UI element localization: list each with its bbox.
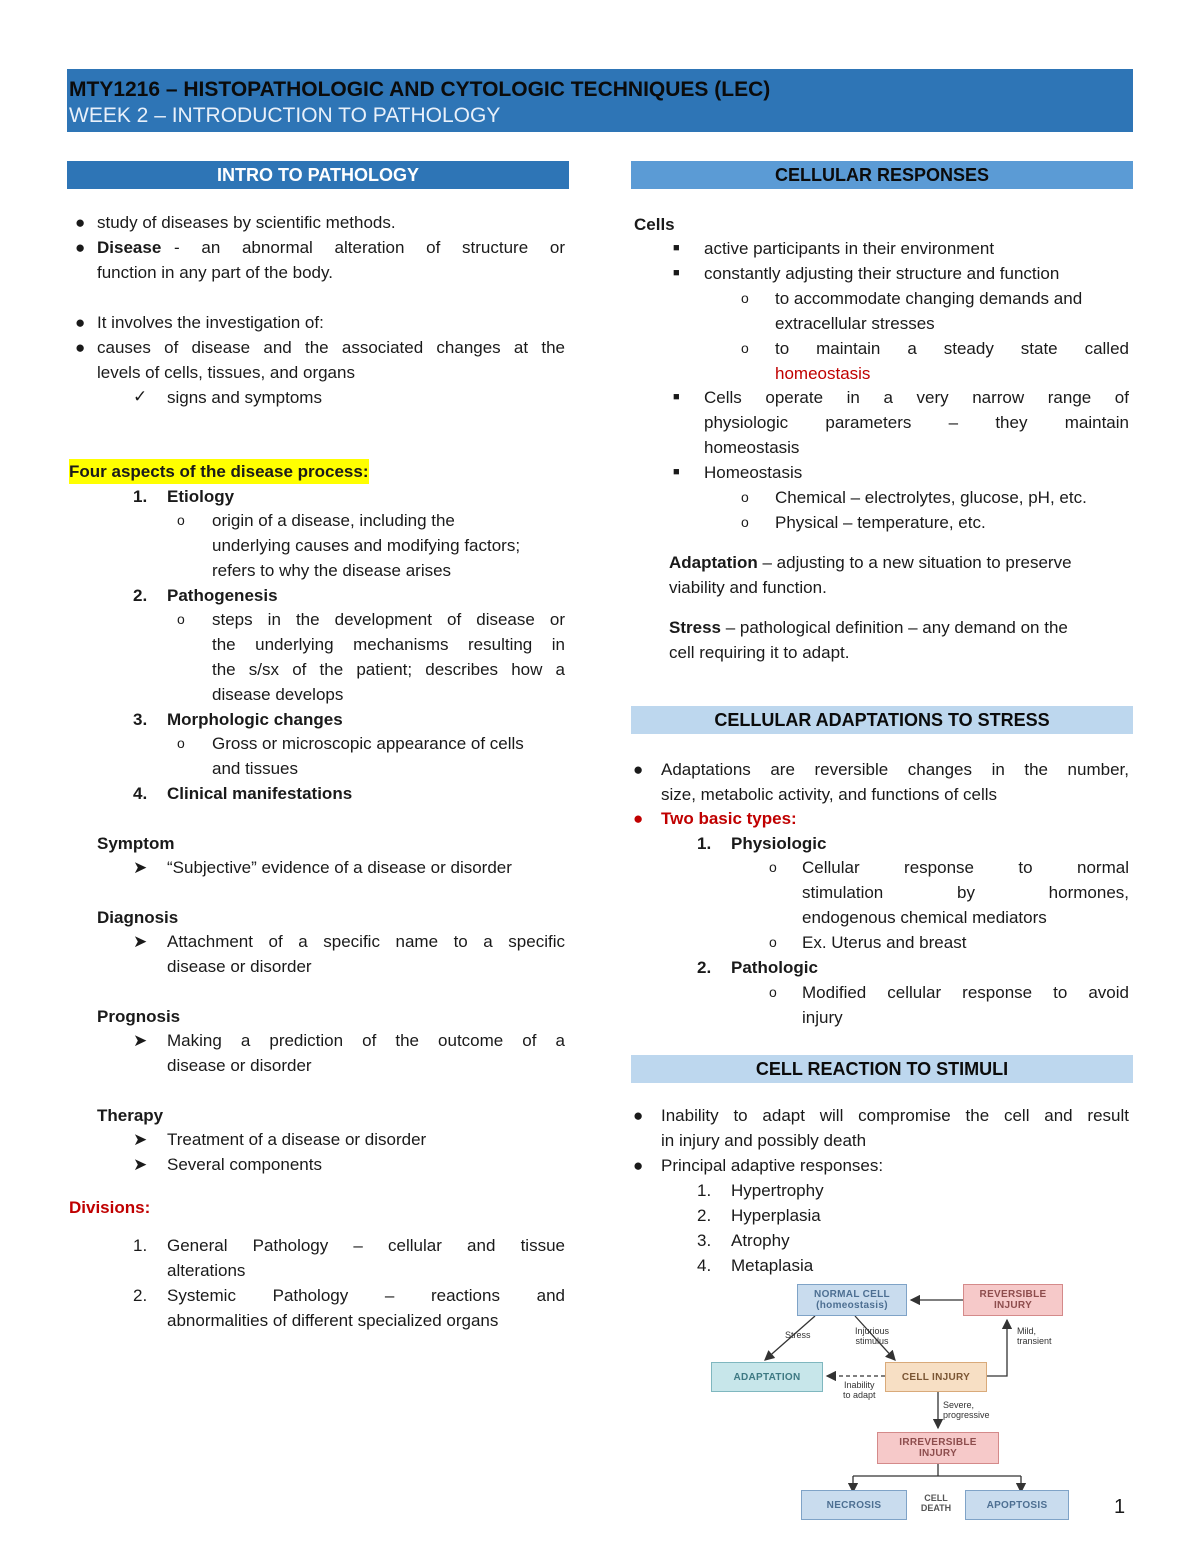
division-2-line1: Systemic Pathology – reactions and	[167, 1286, 565, 1305]
division-1-line2: alterations	[167, 1261, 246, 1280]
disease-def-line2: function in any part of the body.	[97, 263, 333, 282]
cells-item-2a-line1: to accommodate changing demands and	[775, 289, 1083, 308]
morphologic-line2: and tissues	[212, 759, 298, 778]
cells-item-3-line3: homeostasis	[704, 438, 800, 457]
prognosis-line1: Making a prediction of the outcome of a	[167, 1031, 565, 1050]
circle-bullet-icon: o	[177, 611, 185, 627]
circle-bullet-icon: o	[769, 859, 777, 875]
type-number: 2.	[697, 958, 712, 977]
arrow-bullet-icon: ➤	[133, 858, 148, 877]
reaction-line1: Inability to adapt will compromise the cell and result	[661, 1106, 1129, 1125]
response-number: 4.	[697, 1256, 712, 1275]
division-number: 2.	[133, 1286, 148, 1305]
bullet-icon: ●	[75, 313, 86, 332]
divisions-title: Divisions:	[69, 1198, 151, 1217]
etiology-line3: refers to why the disease arises	[212, 561, 452, 580]
adaptation-line2: viability and function.	[669, 578, 827, 597]
adaptations-line1: Adaptations are reversible changes in the number,	[661, 760, 1129, 779]
etiology-line2: underlying causes and modifying factors;	[212, 536, 521, 555]
section-cellular-responses: CELLULAR RESPONSES	[631, 161, 1133, 189]
cells-item-3-line1: Cells operate in a very narrow range of	[704, 388, 1129, 407]
symptom-title: Symptom	[97, 834, 175, 853]
label-stress: Stress	[785, 1330, 811, 1340]
circle-bullet-icon: o	[741, 514, 749, 530]
physiologic-example: Ex. Uterus and breast	[802, 933, 967, 952]
label-injurious-stimulus: Injurious stimulus	[855, 1326, 890, 1346]
bullet-icon: ●	[633, 760, 644, 779]
course-title: MTY1216 – HISTOPATHOLOGIC AND CYTOLOGIC TECHNIQUES (LEC)	[69, 78, 771, 101]
signs-and-symptoms: signs and symptoms	[167, 388, 322, 407]
label-severe-progressive: Severe, progressive	[943, 1400, 990, 1420]
response-hyperplasia: Hyperplasia	[731, 1206, 821, 1225]
pathologic-line2: injury	[802, 1008, 843, 1027]
aspect-etiology: Etiology	[167, 487, 235, 506]
arrow-bullet-icon: ➤	[133, 1130, 148, 1149]
physiologic-line1: Cellular response to normal	[802, 858, 1129, 877]
bullet-icon: ●	[633, 1106, 644, 1125]
adaptation-line1	[669, 550, 1072, 575]
type-pathologic: Pathologic	[731, 958, 818, 977]
circle-bullet-icon: o	[741, 340, 749, 356]
adaptation-term: Adaptation	[669, 553, 758, 572]
square-bullet-icon: ■	[673, 267, 680, 279]
cells-item-4: Homeostasis	[704, 463, 803, 482]
division-1-line1: General Pathology – cellular and tissue	[167, 1236, 565, 1255]
aspect-number: 2.	[133, 586, 148, 605]
homeostasis-chemical: Chemical – electrolytes, glucose, pH, etc.	[775, 488, 1087, 507]
label-mild-transient: Mild, transient	[1017, 1326, 1052, 1346]
circle-bullet-icon: o	[769, 934, 777, 950]
response-metaplasia: Metaplasia	[731, 1256, 814, 1275]
checkmark-icon: ✓	[133, 387, 148, 406]
stress-def: – pathological definition – any demand on the	[720, 618, 1068, 637]
week-title: WEEK 2 – INTRODUCTION TO PATHOLOGY	[69, 104, 501, 127]
response-number: 1.	[697, 1181, 712, 1200]
circle-bullet-icon: o	[177, 512, 185, 528]
node-reversible-injury: REVERSIBLE INJURY	[963, 1284, 1063, 1316]
aspect-number: 4.	[133, 784, 148, 803]
stress-line2: cell requiring it to adapt.	[669, 643, 850, 662]
aspect-clinical-manifestations: Clinical manifestations	[167, 784, 353, 803]
square-bullet-icon: ■	[673, 242, 680, 254]
cells-item-2a-line2: extracellular stresses	[775, 314, 935, 333]
cells-item-2b-line1: to maintain a steady state called	[775, 339, 1129, 358]
stress-term: Stress	[669, 618, 721, 637]
arrow-bullet-icon: ➤	[133, 932, 148, 951]
physiologic-line3: endogenous chemical mediators	[802, 908, 1047, 927]
bullet-icon: ●	[633, 1156, 644, 1175]
response-hypertrophy: Hypertrophy	[731, 1181, 824, 1200]
physiologic-line2: stimulation by hormones,	[802, 883, 1129, 902]
reaction-line2: in injury and possibly death	[661, 1131, 867, 1150]
cells-item-2: constantly adjusting their structure and function	[704, 264, 1060, 283]
two-basic-types: Two basic types:	[661, 809, 797, 828]
page-number: 1	[1114, 1496, 1126, 1518]
prognosis-line2: disease or disorder	[167, 1056, 312, 1075]
header-banner	[67, 69, 1133, 132]
response-number: 3.	[697, 1231, 712, 1250]
label-inability-to-adapt: Inability to adapt	[843, 1380, 876, 1400]
bullet-icon: ●	[633, 809, 644, 828]
pathogenesis-line1: steps in the development of disease or	[212, 610, 565, 629]
diagnosis-line1: Attachment of a specific name to a specific	[167, 932, 565, 951]
cells-item-1: active participants in their environment	[704, 239, 995, 258]
section-cell-reaction: CELL REACTION TO STIMULI	[631, 1055, 1133, 1083]
cell-injury-diagram	[705, 1280, 1075, 1530]
label-cell-death: CELL DEATH	[920, 1493, 952, 1513]
arrow-bullet-icon: ➤	[133, 1031, 148, 1050]
adaptation-def: – adjusting to a new situation to preserve	[757, 553, 1072, 572]
node-normal-cell: NORMAL CELL (homeostasis)	[797, 1284, 907, 1316]
cells-title: Cells	[634, 215, 675, 234]
bullet-icon: ●	[75, 338, 86, 357]
bullet-icon: ●	[75, 238, 86, 257]
circle-bullet-icon: o	[741, 489, 749, 505]
circle-bullet-icon: o	[741, 290, 749, 306]
aspect-number: 1.	[133, 487, 148, 506]
division-number: 1.	[133, 1236, 148, 1255]
circle-bullet-icon: o	[177, 735, 185, 751]
node-cell-injury: CELL INJURY	[885, 1362, 987, 1392]
intro-bullet-4-line2: levels of cells, tissues, and organs	[97, 363, 355, 382]
intro-bullet-4-line1: causes of disease and the associated changes at the	[97, 338, 565, 357]
node-apoptosis: APOPTOSIS	[965, 1490, 1069, 1520]
pathologic-line1: Modified cellular response to avoid	[802, 983, 1129, 1002]
diagnosis-title: Diagnosis	[97, 908, 179, 927]
circle-bullet-icon: o	[769, 984, 777, 1000]
node-necrosis: NECROSIS	[801, 1490, 907, 1520]
stress-line1	[669, 615, 1068, 640]
arrow-bullet-icon: ➤	[133, 1155, 148, 1174]
section-intro-to-pathology: INTRO TO PATHOLOGY	[67, 161, 569, 189]
pathogenesis-line2: the underlying mechanisms resulting in	[212, 635, 565, 654]
disease-term: Disease	[97, 238, 162, 257]
bullet-icon: ●	[75, 213, 86, 232]
etiology-line1: origin of a disease, including the	[212, 511, 455, 530]
therapy-title: Therapy	[97, 1106, 164, 1125]
cells-item-3-line2: physiologic parameters – they maintain	[704, 413, 1129, 432]
disease-def-line1: - an abnormal alteration of structure or	[174, 238, 565, 257]
therapy-item-1: Treatment of a disease or disorder	[167, 1130, 427, 1149]
homeostasis-highlight: homeostasis	[775, 364, 871, 383]
pathogenesis-line4: disease develops	[212, 685, 344, 704]
therapy-item-2: Several components	[167, 1155, 322, 1174]
node-irreversible-injury: IRREVERSIBLE INJURY	[877, 1432, 999, 1464]
square-bullet-icon: ■	[673, 466, 680, 478]
aspect-pathogenesis: Pathogenesis	[167, 586, 278, 605]
aspect-morphologic-changes: Morphologic changes	[167, 710, 343, 729]
intro-bullet-1: study of diseases by scientific methods.	[97, 213, 396, 232]
type-number: 1.	[697, 834, 712, 853]
principal-responses: Principal adaptive responses:	[661, 1156, 884, 1175]
square-bullet-icon: ■	[673, 391, 680, 403]
morphologic-line1: Gross or microscopic appearance of cells	[212, 734, 524, 753]
section-cellular-adaptations: CELLULAR ADAPTATIONS TO STRESS	[631, 706, 1133, 734]
aspect-number: 3.	[133, 710, 148, 729]
type-physiologic: Physiologic	[731, 834, 827, 853]
division-2-line2: abnormalities of different specialized organs	[167, 1311, 499, 1330]
intro-bullet-3: It involves the investigation of:	[97, 313, 324, 332]
response-number: 2.	[697, 1206, 712, 1225]
symptom-text: “Subjective” evidence of a disease or disorder	[167, 858, 512, 877]
node-adaptation: ADAPTATION	[711, 1362, 823, 1392]
four-aspects-title: Four aspects of the disease process:	[69, 459, 369, 484]
homeostasis-physical: Physical – temperature, etc.	[775, 513, 986, 532]
diagnosis-line2: disease or disorder	[167, 957, 312, 976]
prognosis-title: Prognosis	[97, 1007, 181, 1026]
pathogenesis-line3: the s/sx of the patient; describes how a	[212, 660, 565, 679]
adaptations-line2: size, metabolic activity, and functions of cells	[661, 785, 998, 804]
response-atrophy: Atrophy	[731, 1231, 790, 1250]
